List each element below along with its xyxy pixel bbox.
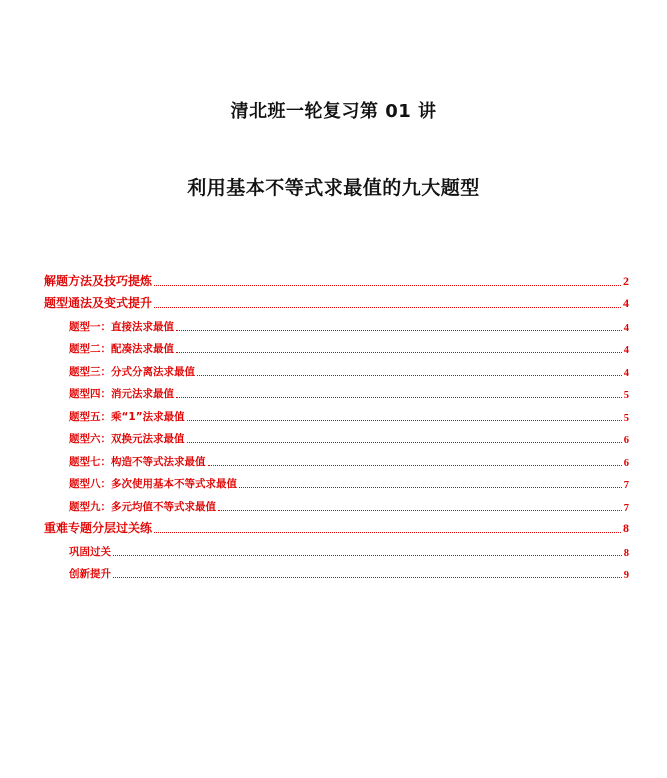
toc-entry-type-9[interactable]: [44, 491, 629, 514]
toc-entry-label: 题型通法及变式提升: [44, 296, 153, 310]
toc-entry-label: 题型九：多元均值不等式求最值: [69, 500, 216, 513]
toc-page-number: 5: [623, 412, 629, 424]
toc-page-number: 4: [623, 296, 629, 310]
toc-leader-dots: [154, 532, 621, 533]
toc-leader-dots: [208, 465, 622, 466]
toc-leader-dots: [239, 487, 622, 488]
toc-page-number: 4: [623, 322, 629, 334]
toc-leader-dots: [113, 577, 622, 578]
toc-page-number: 4: [623, 367, 629, 379]
toc-leader-dots: [187, 442, 622, 443]
toc-page-number: 6: [623, 457, 629, 469]
toc-entry-type-1[interactable]: [44, 311, 629, 334]
toc-leader-dots: [176, 330, 622, 331]
toc-leader-dots: [154, 285, 621, 286]
toc-leader-dots: [218, 510, 622, 511]
toc-entry-consolidation[interactable]: [44, 536, 629, 559]
toc-entry-methods[interactable]: [44, 266, 629, 289]
toc-entry-question-types[interactable]: [44, 289, 629, 312]
toc-entry-layered-practice[interactable]: [44, 514, 629, 537]
toc-entry-type-3[interactable]: [44, 356, 629, 379]
toc-page-number: 7: [623, 480, 629, 491]
table-of-contents: [44, 266, 629, 581]
toc-entry-label: 解题方法及技巧提炼: [44, 273, 153, 288]
toc-page-number: 8: [623, 547, 629, 559]
toc-leader-dots: [187, 420, 622, 421]
toc-page-number: 5: [623, 390, 629, 401]
toc-leader-dots: [154, 307, 621, 308]
toc-entry-label: 题型六：双换元法求最值: [69, 433, 185, 445]
toc-page-number: 9: [623, 570, 629, 581]
toc-entry-label: 重难专题分层过关练: [44, 521, 153, 535]
toc-entry-label: 题型八：多次使用基本不等式求最值: [69, 478, 237, 490]
toc-entry-type-8[interactable]: [44, 469, 629, 492]
toc-entry-label: 巩固过关: [69, 545, 111, 558]
toc-leader-dots: [176, 397, 622, 398]
toc-entry-label: 创新提升: [69, 568, 111, 580]
toc-entry-label: 题型二：配凑法求最值: [69, 343, 174, 355]
toc-entry-type-5[interactable]: [44, 401, 629, 424]
toc-leader-dots: [113, 555, 622, 556]
document-title: 清北班一轮复习第 01 讲: [230, 101, 437, 122]
toc-entry-type-7[interactable]: [44, 446, 629, 469]
toc-entry-innovation[interactable]: [44, 559, 629, 582]
toc-leader-dots: [176, 352, 622, 353]
toc-entry-type-4[interactable]: [44, 379, 629, 402]
toc-entry-type-2[interactable]: [44, 334, 629, 357]
toc-entry-label: 题型三：分式分离法求最值: [69, 365, 195, 378]
toc-leader-dots: [197, 375, 622, 376]
document-subtitle: 利用基本不等式求最值的九大题型: [187, 177, 480, 199]
toc-entry-label: 题型一：直接法求最值: [69, 320, 174, 333]
toc-page-number: 2: [623, 273, 629, 288]
toc-page-number: 6: [623, 435, 629, 446]
toc-page-number: 8: [623, 521, 629, 535]
toc-page-number: 4: [623, 345, 629, 356]
toc-entry-label: 题型四：消元法求最值: [69, 388, 174, 400]
toc-page-number: 7: [623, 502, 629, 514]
toc-entry-label: 题型七：构造不等式法求最值: [69, 455, 206, 468]
toc-entry-type-6[interactable]: [44, 424, 629, 447]
toc-entry-label: 题型五：乘“1”法求最值: [69, 410, 185, 423]
